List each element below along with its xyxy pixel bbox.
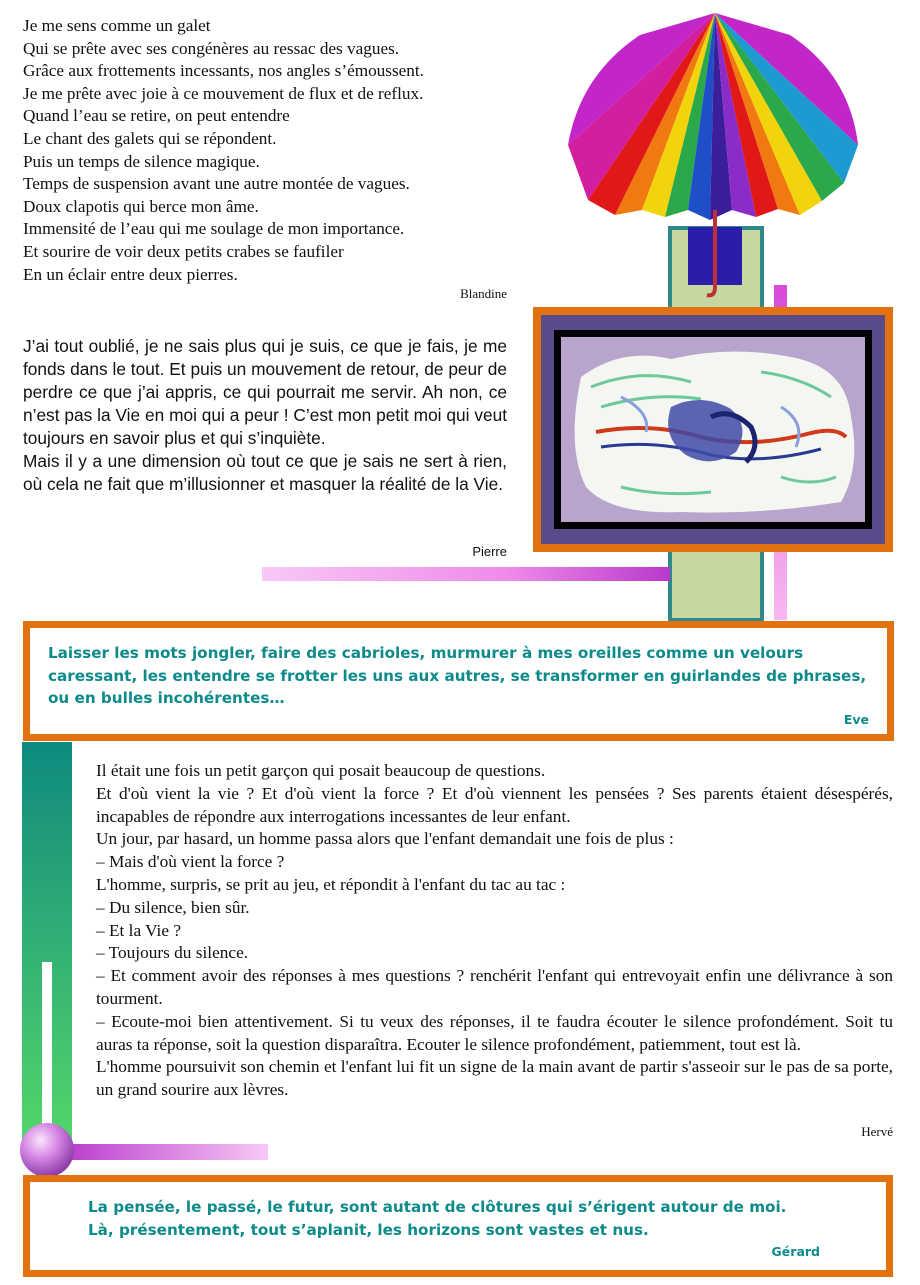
pink-horizontal-bar: [262, 567, 670, 581]
story-paragraph: Et d'où vient la vie ? Et d'où vient la force ? Et d'où viennent les pensées ? Ses parents étaient désespérés, incapables de répondre aux interrogations incessantes de leur enfant.: [96, 783, 893, 826]
author-pierre: Pierre: [472, 544, 507, 559]
author-herve: Hervé: [861, 1124, 893, 1139]
picture-frame-outer: [533, 307, 893, 552]
poem-line: Immensité de l’eau qui me soulage de mon importance.: [23, 219, 405, 239]
bottom-pink-bar: [60, 1144, 268, 1160]
author-eve: Eve: [843, 712, 869, 727]
story-paragraph: – Et la Vie ?: [96, 920, 182, 940]
text-pierre: [23, 335, 507, 496]
poem-line: Puis un temps de silence magique.: [23, 151, 260, 171]
poem-line: Quand l’eau se retire, on peut entendre: [23, 106, 290, 126]
author-blandine: Blandine: [460, 286, 507, 301]
poem-line: Et sourire de voir deux petits crabes se faufiler: [23, 241, 344, 261]
abstract-painting: [561, 337, 865, 522]
story-paragraph: – Du silence, bien sûr.: [96, 897, 250, 917]
picture-frame-inner: [541, 315, 885, 544]
poem-blandine: [23, 15, 503, 286]
story-paragraph: – Ecoute-moi bien attentivement. Si tu veux des réponses, il te faudra écouter le silence profondément. Soit tu auras ta réponse, soit la question disparaîtra. Ecouter le silence profondément, patiemment, tout est là.: [96, 1011, 893, 1054]
poem-line: Je me prête avec joie à ce mouvement de flux et de reflux.: [23, 83, 424, 103]
picture-canvas: [561, 337, 865, 522]
white-stripe: [42, 962, 52, 1142]
story-paragraph: Un jour, par hasard, un homme passa alors que l'enfant demandait une fois de plus :: [96, 829, 674, 849]
poem-line: Qui se prête avec ses congénères au ressac des vagues.: [23, 38, 400, 58]
picture-mat: [554, 330, 872, 529]
poem-line: Le chant des galets qui se répondent.: [23, 128, 277, 148]
story-paragraph: – Et comment avoir des réponses à mes questions ? renchérit l'enfant qui entrevoyait enfin une délivrance à son tourment.: [96, 966, 893, 1008]
story-paragraph: Il était une fois un petit garçon qui posait beaucoup de questions.: [96, 761, 546, 780]
quote-gerard-line-2: Là, présentement, tout s’aplanit, les horizons sont vastes et nus.: [88, 1221, 649, 1239]
quote-gerard-line-1: La pensée, le passé, le futur, sont autant de clôtures qui s’érigent autour de moi.: [88, 1198, 787, 1216]
poem-line: En un éclair entre deux pierres.: [23, 264, 238, 284]
poem-line: Je me sens comme un galet: [23, 16, 211, 35]
purple-ball: [20, 1123, 74, 1177]
quote-gerard-text: [88, 1196, 848, 1242]
story-paragraph: L'homme poursuivit son chemin et l'enfant lui fit un signe de la main avant de partir s'asseoir sur le pas de sa porte, un grand sourire aux lèvres.: [96, 1057, 893, 1100]
story-paragraph: – Toujours du silence.: [96, 943, 249, 963]
story-paragraph: – Mais d'où vient la force ?: [96, 852, 285, 872]
story-paragraph: L'homme, surpris, se prit au jeu, et répondit à l'enfant du tac au tac :: [96, 874, 566, 894]
poem-line: Doux clapotis qui berce mon âme.: [23, 196, 259, 216]
poem-line: Grâce aux frottements incessants, nos angles s’émoussent.: [23, 61, 424, 81]
story-herve: [96, 760, 893, 1102]
pierre-paragraph-2: Mais il y a une dimension où tout ce que je sais ne sert à rien, où cela ne fait que m’illusionner et masquer la réalité de la Vie.: [23, 451, 507, 494]
quote-eve-text: Laisser les mots jongler, faire des cabrioles, murmurer à mes oreilles comme un velours caressant, les entendre se frotter les uns aux autres, se transformer en guirlandes de phrases, ou en bulles incohérentes…: [48, 644, 867, 707]
quote-box-eve: [23, 621, 894, 741]
pierre-paragraph-1: J’ai tout oublié, je ne sais plus qui je suis, ce que je fais, je me fonds dans le tout. Et puis un mouvement de retour, de peur de perdre ce que j’ai appris, ce qui pourrait me servir. Ah non, ce n’est pas la Vie en moi qui a peur ! C’est mon petit moi qui veut toujours en savoir plus et qui s’inquiète.: [23, 336, 507, 448]
author-gerard: Gérard: [771, 1244, 820, 1259]
poem-line: Temps de suspension avant une autre montée de vagues.: [23, 174, 410, 194]
umbrella-illustration: [560, 5, 870, 305]
quote-box-gerard: [23, 1175, 893, 1277]
